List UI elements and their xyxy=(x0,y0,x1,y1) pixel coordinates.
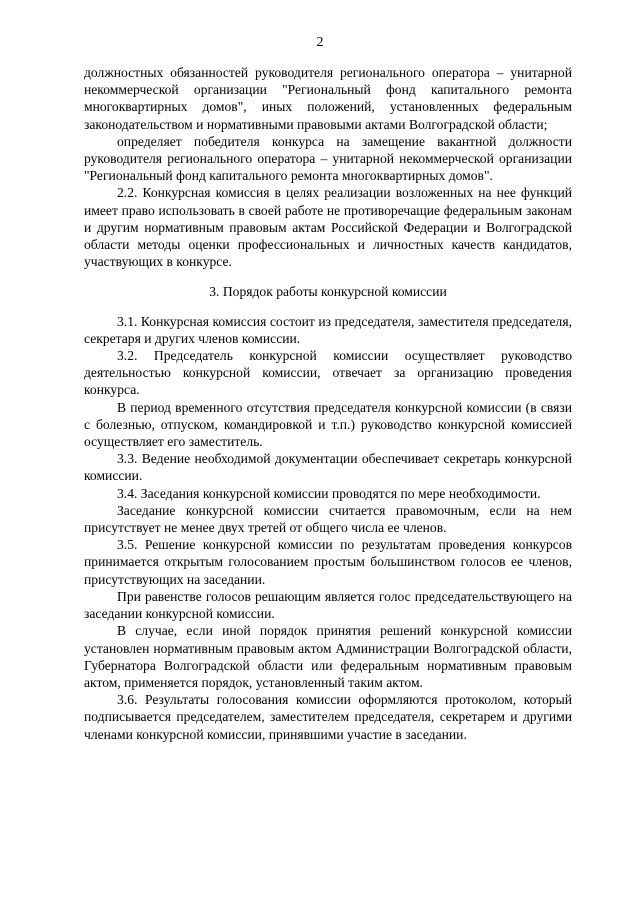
document-body xyxy=(84,64,572,743)
paragraph-3-3: 3.3. Ведение необходимой документации обеспечивает секретарь конкурсной комиссии. xyxy=(84,451,572,484)
paragraph-chair-absence: В период временного отсутствия председателя конкурсной комиссии (в связи с болезнью, отпуском, командировкой и т.п.) руководство конкурсной комиссией осуществляет его заместитель. xyxy=(84,399,572,450)
paragraph-other-procedure: В случае, если иной порядок принятия решений конкурсной комиссии установлен нормативным правовым актом Администрации Волгоградской области, Губернатора Волгоградской области или федеральным нормативным правовым актом, применяется порядок, установленный таким актом. xyxy=(84,623,572,690)
paragraph-quorum: Заседание конкурсной комиссии считается правомочным, если на нем присутствует не менее двух третей от общего числа ее членов. xyxy=(84,502,572,536)
paragraph-2-2: 2.2. Конкурсная комиссия в целях реализации возложенных на нее функций имеет право использовать в своей работе не противоречащие федеральным законам и другим нормативным правовым актам Российской Федерации и Волгоградской области методы оценки профессиональных и личностных качеств кандидатов, участвующих в конкурсе. xyxy=(84,185,572,270)
paragraph-duties-continuation: должностных обязанностей руководителя регионального оператора – унитарной некоммерческой организации "Региональный фонд капитального ремонта многоквартирных домов", иных положений, установленных федеральным законодательством и нормативными правовыми актами Волгоградской области; xyxy=(84,65,572,132)
paragraph-3-6: 3.6. Результаты голосования комиссии оформляются протоколом, который подписывается председателем, заместителем председателя, секретарем и другими членами конкурсной комиссии, принявшими участие в заседании. xyxy=(84,692,572,742)
page-number: 2 xyxy=(316,35,324,50)
section-heading: 3. Порядок работы конкурсной комиссии xyxy=(209,284,447,300)
paragraph-tie-vote: При равенстве голосов решающим является голос председательствующего на заседании конкурсной комиссии. xyxy=(84,588,572,622)
paragraph-determines-winner: определяет победителя конкурса на замещение вакантной должности руководителя регионального оператора – унитарной некоммерческой организации "Региональный фонд капитального ремонта многоквартирных домов". xyxy=(84,133,572,184)
paragraph-3-2: 3.2. Председатель конкурсной комиссии осуществляет руководство деятельностью конкурсной комиссии, отвечает за организацию проведения конкурса. xyxy=(84,348,572,398)
paragraph-3-4: 3.4. Заседания конкурсной комиссии проводятся по мере необходимости. xyxy=(117,485,541,501)
paragraph-3-5: 3.5. Решение конкурсной комиссии по результатам проведения конкурсов принимается открытым голосованием простым большинством голосов ее членов, присутствующих на заседании. xyxy=(84,537,572,587)
paragraph-3-1: 3.1. Конкурсная комиссия состоит из председателя, заместителя председателя, секретаря и других членов комиссии. xyxy=(84,313,572,346)
